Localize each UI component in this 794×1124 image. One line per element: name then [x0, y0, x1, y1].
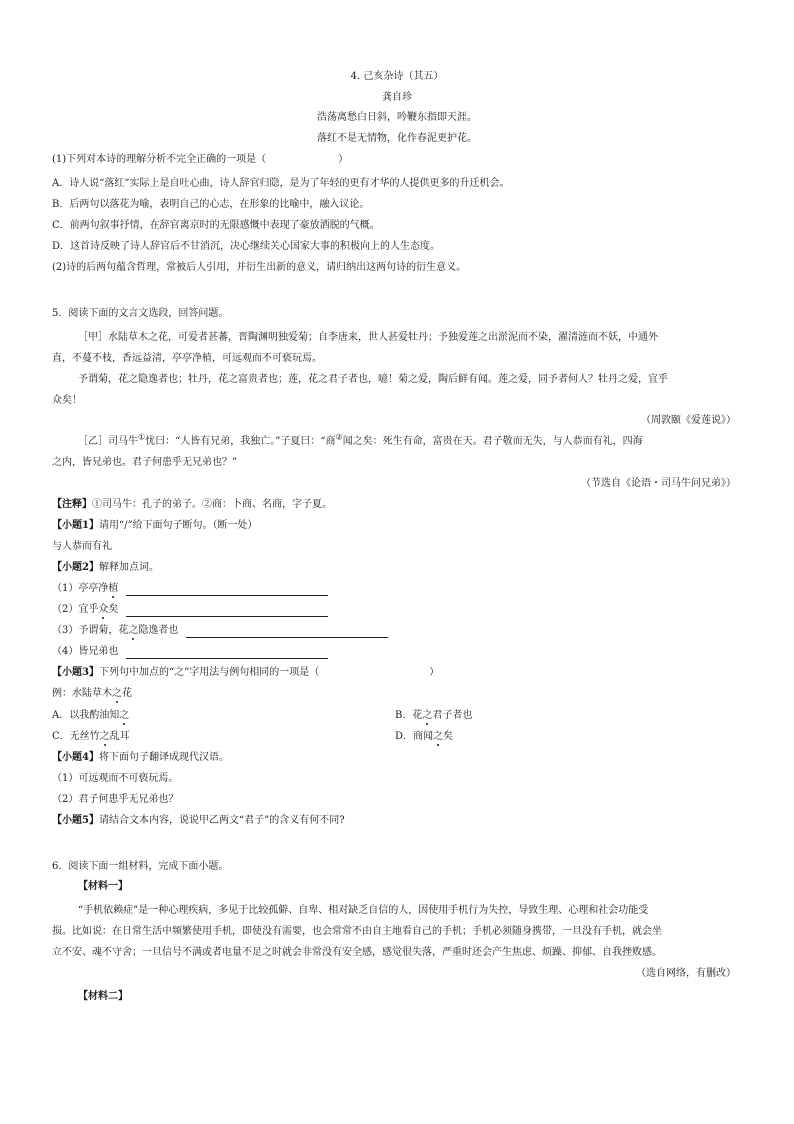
q5-sub3-option-b	[395, 709, 472, 723]
answer-line[interactable]	[126, 647, 328, 659]
answer-line[interactable]	[186, 626, 388, 638]
q4-sub2: (2)诗的后两句蕴含哲理，常被后人引用，并衍生出新的意义，请归纳出这两句诗的衍生意义。	[52, 262, 467, 273]
sub5-text: 请结合文本内容，说说甲乙两文“君子”的含义有何不同?	[98, 815, 345, 826]
dotted-char: 植	[108, 583, 119, 594]
option-text: B．花	[395, 710, 423, 721]
q5-yi-line1	[78, 432, 643, 449]
dotted-char: 乎众矣	[88, 604, 119, 615]
q5-sub2	[52, 561, 159, 575]
q5-sub4	[52, 751, 229, 765]
q5-yi-text-c: 闻之矣：死生有命，富贵在天。君子敬而无失，与人恭而有礼，四海	[342, 436, 643, 447]
q5-yi-text-a: ［乙］司马牛	[78, 436, 138, 447]
q5-note	[52, 498, 332, 512]
example-text: 例：水陆草木	[52, 688, 112, 699]
item-text: （1）亭亭净	[52, 583, 109, 594]
q6-para-line3: 立不安、魂不守舍；一旦信号不满或者电量不足之时就会非常没有安全感，感觉很失落，严重时还会产生焦虑、烦躁、抑郁、自我挫败感。	[52, 947, 662, 958]
q6-material2-heading: 【材料二】	[78, 991, 128, 1002]
q5-jia-source: （周敦颐《爱莲说》）	[641, 415, 736, 426]
dotted-char: 之	[99, 731, 110, 742]
q4-sub1	[52, 153, 348, 167]
item-text: （4）皆兄弟也	[52, 646, 119, 657]
note-tag: 【注释】	[52, 499, 92, 510]
q5-sub3-option-a	[52, 709, 129, 723]
answer-line[interactable]	[126, 584, 328, 596]
q5-sub2-item3	[52, 624, 388, 638]
q5-sub4-item1: （1）可远观而不可亵玩焉。	[52, 773, 179, 784]
q4-sub1-close: ）	[338, 154, 349, 165]
q5-sub1-sentence: 与人恭而有礼	[52, 541, 112, 552]
q5-sub5	[52, 814, 345, 828]
dotted-char: 之	[422, 710, 433, 721]
q4-title: 4. 己亥杂诗（其五）	[350, 71, 444, 82]
q5-yi-source: （节选自《论语・司马牛问兄弟》）	[581, 478, 736, 489]
q5-sub3-option-c	[52, 730, 130, 744]
sub1-tag: 【小题1】	[52, 520, 99, 531]
dotted-char: 之	[119, 710, 130, 721]
q6-intro: 6．阅读下面一组材料，完成下面小题。	[52, 861, 229, 872]
footnote-marker-2: ②	[335, 432, 343, 442]
q4-author: 龚自珍	[382, 92, 412, 103]
q5-sub2-item2	[52, 603, 328, 617]
q4-option-d: D．这首诗反映了诗人辞官后不甘消沉，决心继续关心国家大事的积极向上的人生态度。	[52, 241, 441, 252]
q4-option-a: A．诗人说“落红”实际上是自吐心曲，诗人辞官归隐，是为了年轻的更有才华的人提供更多的升迁机会。	[52, 178, 510, 189]
sub5-tag: 【小题5】	[52, 815, 99, 826]
q6-para-line2: 损。比如说：在日常生活中频繁使用手机，即使没有需要，也会常常不由自主地看自己的手机；手机必须随身携带，一旦没有手机，就会坐	[52, 926, 662, 937]
dotted-char: 之	[112, 688, 122, 699]
sub3-close: ）	[429, 667, 440, 678]
q5-sub3-option-d	[395, 730, 453, 744]
q4-option-c: C．前两句叙事抒情，在辞官离京时的无限感慨中表现了豪放洒脱的气概。	[52, 220, 380, 231]
q6-para-source: （选自网络，有删改）	[636, 968, 736, 979]
dotted-char: 谓菊，花之隐逸者也	[88, 625, 179, 636]
q4-poem-line2: 落红不是无情物，化作春泥更护花。	[317, 133, 477, 144]
sub2-text: 解释加点词。	[98, 562, 159, 573]
q5-jia-line4: 众矣！	[52, 395, 82, 406]
option-text: 矣	[443, 731, 454, 742]
q5-sub3-example	[52, 687, 132, 701]
q4-option-b: B．后两句以落花为喻，表明自己的心志，在形象的比喻中，融入议论。	[52, 199, 370, 210]
q6-para-line1: “手机依赖症”是一种心理疾病，多见于比较孤僻、自卑、相对缺乏自信的人，因使用手机行为失控，导致生理、心理和社会功能受	[78, 905, 649, 916]
footnote-marker-1: ①	[138, 432, 146, 442]
q5-jia-line1: ［甲］水陆草木之花，可爱者甚蕃，晋陶渊明独爱菊；自李唐来，世人甚爱牡丹；予独爱莲之出淤泥而不染，濯清涟而不妖，中通外	[78, 332, 658, 343]
answer-line[interactable]	[126, 605, 328, 617]
option-text: 君子者也	[432, 710, 473, 721]
sub3-text: 下列句中加点的“之”字用法与例句相同的一项是（	[98, 667, 320, 678]
q5-sub3	[52, 666, 439, 680]
q5-intro: 5．阅读下面的文言文选段，回答问题。	[52, 308, 229, 319]
q5-sub4-item2: （2）君子何患乎无兄弟也？	[52, 794, 179, 805]
sub2-tag: 【小题2】	[52, 562, 99, 573]
q5-yi-line2: 之内，皆兄弟也。君子何患乎无兄弟也？”	[52, 457, 238, 468]
q5-jia-line3: 予谓菊，花之隐逸者也；牡丹，花之富贵者也；莲，花之君子者也，噫！菊之爱，陶后鲜有闻。莲之爱，同予者何人？牡丹之爱，宜乎	[78, 374, 668, 385]
option-text: A．以我酌油知	[52, 710, 120, 721]
q6-material1-heading: 【材料一】	[78, 881, 128, 892]
sub4-tag: 【小题4】	[52, 752, 99, 763]
sub1-text: 请用“/”给下面句子断句。（断一处）	[98, 520, 258, 531]
q4-poem-line1: 浩荡离愁白日斜，吟鞭东指即天涯。	[317, 112, 477, 123]
item-text: （3）予	[52, 625, 89, 636]
note-text: ①司马牛：孔子的弟子。②商：卜商、名商，字子夏。	[92, 499, 332, 510]
option-text: C．无丝竹	[52, 731, 100, 742]
sub3-tag: 【小题3】	[52, 667, 99, 678]
item-text: （2）宜	[52, 604, 89, 615]
q5-sub2-item4	[52, 645, 328, 659]
q4-sub1-text: (1)下列对本诗的理解分析不完全正确的一项是（	[52, 154, 267, 165]
q5-sub1	[52, 519, 258, 533]
option-text: 乱耳	[109, 731, 130, 742]
q5-jia-line2: 直，不蔓不枝，香远益清，亭亭净植，可远观而不可亵玩焉。	[52, 353, 322, 364]
dotted-char: 之	[433, 731, 444, 742]
q5-yi-text-b: 忧曰：“人皆有兄弟，我独亡。”子夏曰：“商	[145, 436, 336, 447]
q5-sub2-item1	[52, 582, 328, 596]
example-text: 花	[122, 688, 132, 699]
sub4-text: 将下面句子翻译成现代汉语。	[98, 752, 229, 763]
option-text: D．商闻	[395, 731, 434, 742]
